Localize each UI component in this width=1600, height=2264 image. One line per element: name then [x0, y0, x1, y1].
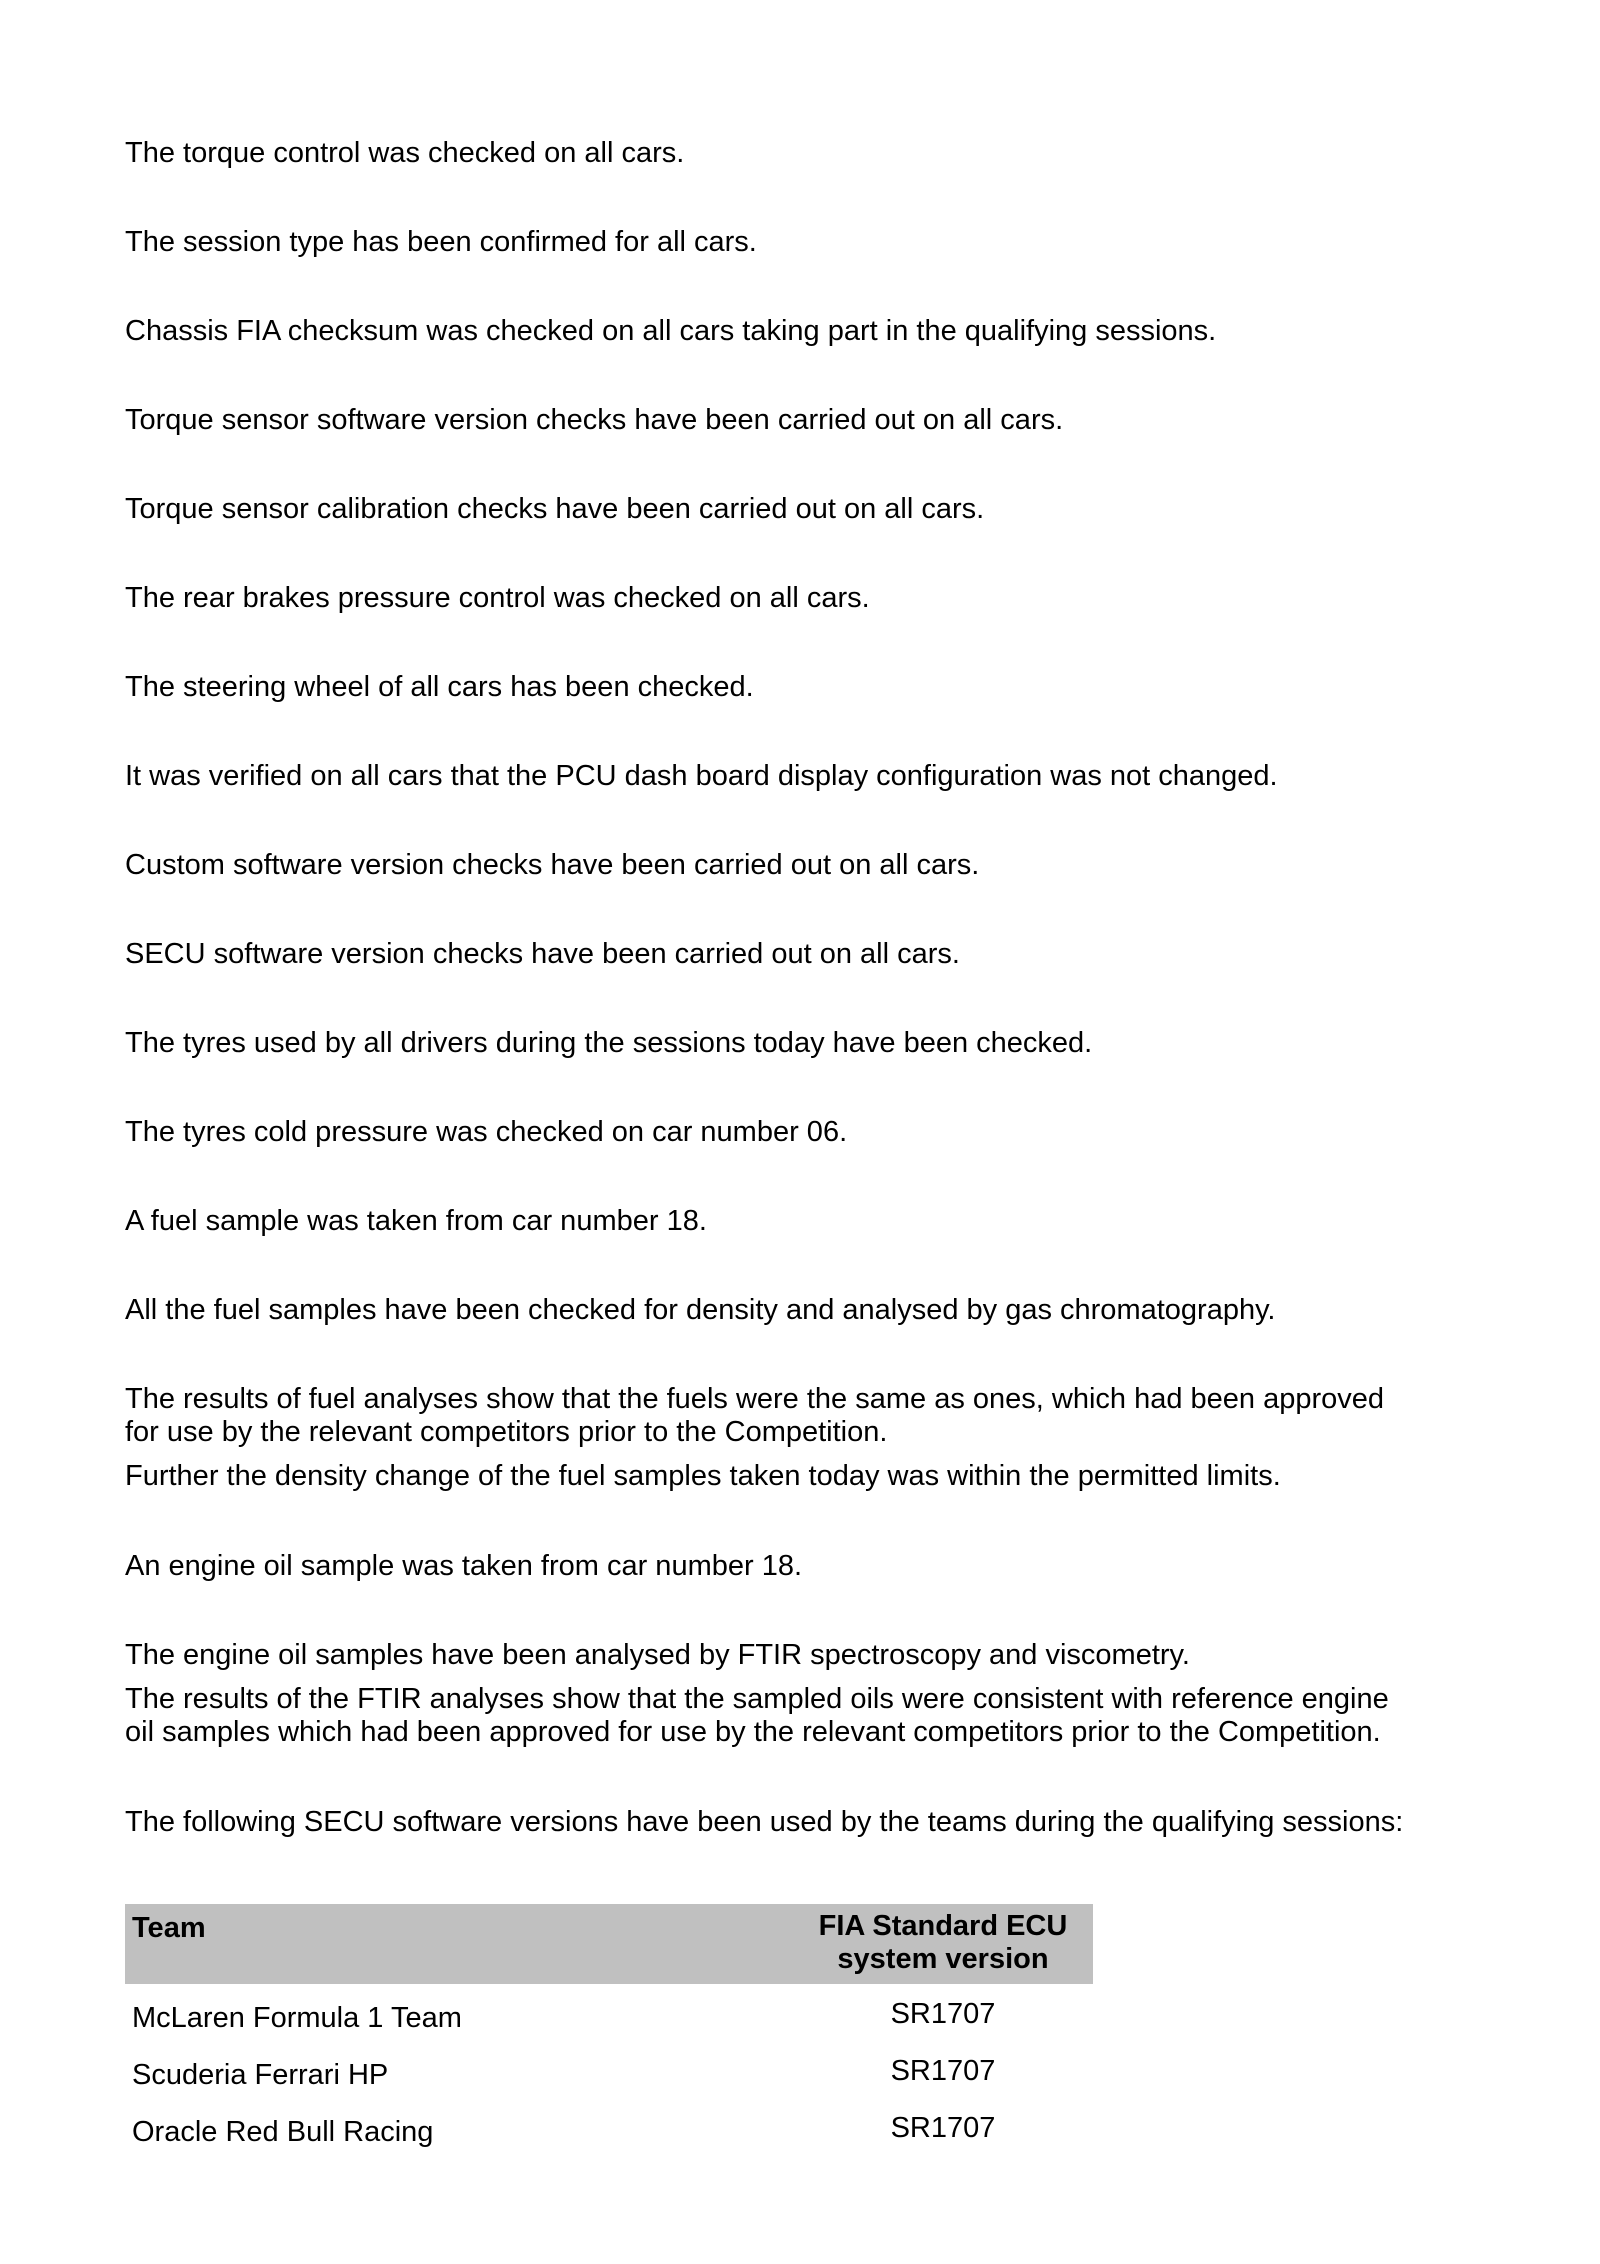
paragraph: oil samples which had been approved for use by the relevant competitors prior to the Competition.: [125, 1716, 1381, 1748]
paragraph: The tyres cold pressure was checked on car number 06.: [125, 1116, 848, 1148]
team-name: Scuderia Ferrari HP: [132, 2059, 389, 2091]
paragraph: Torque sensor software version checks have been carried out on all cars.: [125, 404, 1064, 436]
paragraph: The rear brakes pressure control was checked on all cars.: [125, 582, 870, 614]
team-name: Oracle Red Bull Racing: [132, 2116, 434, 2148]
paragraph: for use by the relevant competitors prior to the Competition.: [125, 1416, 888, 1448]
paragraph: The results of fuel analyses show that the fuels were the same as ones, which had been approved: [125, 1383, 1385, 1415]
table-row: [125, 1984, 1093, 2041]
table-row: [125, 2098, 1093, 2155]
paragraph: An engine oil sample was taken from car number 18.: [125, 1550, 803, 1582]
ecu-version: SR1707: [890, 2112, 996, 2144]
team-name: McLaren Formula 1 Team: [132, 2002, 462, 2034]
ecu-version: SR1707: [890, 1998, 996, 2030]
header-version: [793, 1904, 1093, 1984]
header-version-line1: FIA Standard ECU: [818, 1910, 1068, 1942]
secu-versions-table: [125, 1904, 1093, 2155]
paragraph: Further the density change of the fuel samples taken today was within the permitted limits.: [125, 1460, 1281, 1492]
table-header: [125, 1904, 1093, 1984]
paragraph: The steering wheel of all cars has been checked.: [125, 671, 754, 703]
paragraph: The tyres used by all drivers during the sessions today have been checked.: [125, 1027, 1093, 1059]
paragraph: A fuel sample was taken from car number 18.: [125, 1205, 707, 1237]
header-team: Team: [132, 1912, 206, 1944]
header-version-line2: system version: [837, 1943, 1049, 1975]
paragraph: Chassis FIA checksum was checked on all cars taking part in the qualifying sessions.: [125, 315, 1217, 347]
ecu-version: SR1707: [890, 2055, 996, 2087]
paragraph: The torque control was checked on all cars.: [125, 137, 685, 169]
paragraph: It was verified on all cars that the PCU dash board display configuration was not changed.: [125, 760, 1278, 792]
paragraph: The session type has been confirmed for all cars.: [125, 226, 757, 258]
paragraph: The following SECU software versions have been used by the teams during the qualifying sessions:: [125, 1806, 1404, 1838]
paragraph: The results of the FTIR analyses show that the sampled oils were consistent with reference engine: [125, 1683, 1389, 1715]
paragraph: The engine oil samples have been analysed by FTIR spectroscopy and viscometry.: [125, 1639, 1190, 1671]
paragraph: Torque sensor calibration checks have been carried out on all cars.: [125, 493, 985, 525]
table-row: [125, 2041, 1093, 2098]
paragraph: All the fuel samples have been checked for density and analysed by gas chromatography.: [125, 1294, 1276, 1326]
paragraph: SECU software version checks have been carried out on all cars.: [125, 938, 960, 970]
paragraph: Custom software version checks have been carried out on all cars.: [125, 849, 980, 881]
